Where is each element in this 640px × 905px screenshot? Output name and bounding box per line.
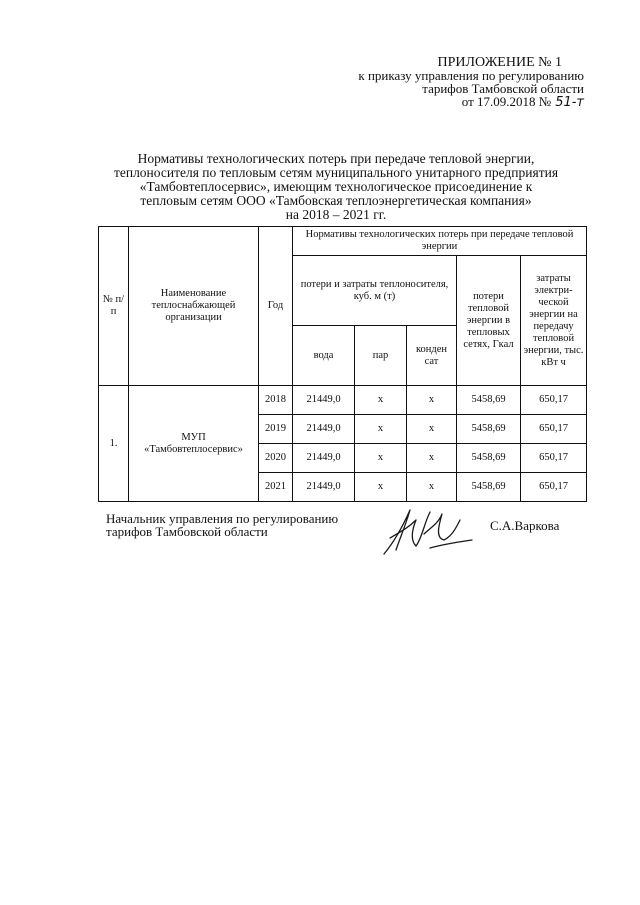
table-row (99, 386, 587, 415)
cell-energy: 650,17 (521, 444, 587, 473)
title-line-2: теплоносителя по тепловым сетям муниципального унитарного предприятия (113, 165, 559, 180)
appendix-header (358, 56, 584, 109)
cell-condensate: х (407, 386, 457, 415)
cell-steam: х (355, 444, 407, 473)
cell-energy: 650,17 (521, 415, 587, 444)
header-norms: Нормативы технологических потерь при передаче тепловой энергии (293, 227, 587, 256)
cell-year: 2021 (259, 473, 293, 502)
title-line-1: Нормативы технологических потерь при передаче тепловой энергии, (137, 151, 535, 166)
appendix-title: ПРИЛОЖЕНИЕ № 1 (437, 55, 562, 70)
cell-condensate: х (407, 415, 457, 444)
cell-steam: х (355, 386, 407, 415)
signatory-line-2: тарифов Тамбовской области (106, 524, 268, 539)
cell-water: 21449,0 (293, 415, 355, 444)
cell-heat: 5458,69 (457, 444, 521, 473)
norms-table (98, 226, 587, 502)
header-year: Год (259, 227, 293, 386)
handwritten-doc-number: 51-т (555, 95, 584, 110)
header-energy-costs: затраты электри-ческой энергии на передачу тепловой энергии, тыс. кВт ч (521, 256, 587, 386)
cell-condensate: х (407, 473, 457, 502)
cell-heat: 5458,69 (457, 473, 521, 502)
handwritten-signature (380, 498, 476, 560)
appendix-line-2: к приказу управления по регулированию (358, 68, 584, 83)
appendix-date: от 17.09.2018 № (461, 94, 552, 109)
document-title (108, 152, 564, 222)
appendix-date-line (358, 95, 584, 109)
cell-steam: х (355, 473, 407, 502)
title-line-5: на 2018 – 2021 гг. (285, 207, 387, 222)
header-steam: пар (355, 326, 407, 386)
cell-water: 21449,0 (293, 473, 355, 502)
header-num: № п/п (99, 227, 129, 386)
cell-year: 2019 (259, 415, 293, 444)
cell-year: 2018 (259, 386, 293, 415)
row-org: МУП «Тамбовтеплосервис» (129, 386, 259, 502)
header-losses: потери и затраты теплоносителя, куб. м (т) (293, 256, 457, 326)
title-line-4: тепловым сетям ООО «Тамбовская теплоэнергетическая компания» (140, 193, 532, 208)
cell-condensate: х (407, 444, 457, 473)
header-condensate: конден сат (407, 326, 457, 386)
header-heat-losses: потери тепловой энергии в тепловых сетях, Гкал (457, 256, 521, 386)
title-line-3: «Тамбовтеплосервис», имеющим технологическое присоединение к (139, 179, 533, 194)
signatory-name: С.А.Варкова (490, 518, 560, 533)
header-org: Наименование теплоснабжающей организации (129, 227, 259, 386)
cell-heat: 5458,69 (457, 415, 521, 444)
signatory-title (106, 512, 338, 538)
cell-water: 21449,0 (293, 386, 355, 415)
cell-heat: 5458,69 (457, 386, 521, 415)
cell-steam: х (355, 415, 407, 444)
cell-year: 2020 (259, 444, 293, 473)
cell-energy: 650,17 (521, 386, 587, 415)
signatory-line-1: Начальник управления по регулированию (106, 511, 339, 526)
cell-water: 21449,0 (293, 444, 355, 473)
row-num: 1. (99, 386, 129, 502)
appendix-line-3: тарифов Тамбовской области (422, 81, 584, 96)
cell-energy: 650,17 (521, 473, 587, 502)
header-water: вода (293, 326, 355, 386)
